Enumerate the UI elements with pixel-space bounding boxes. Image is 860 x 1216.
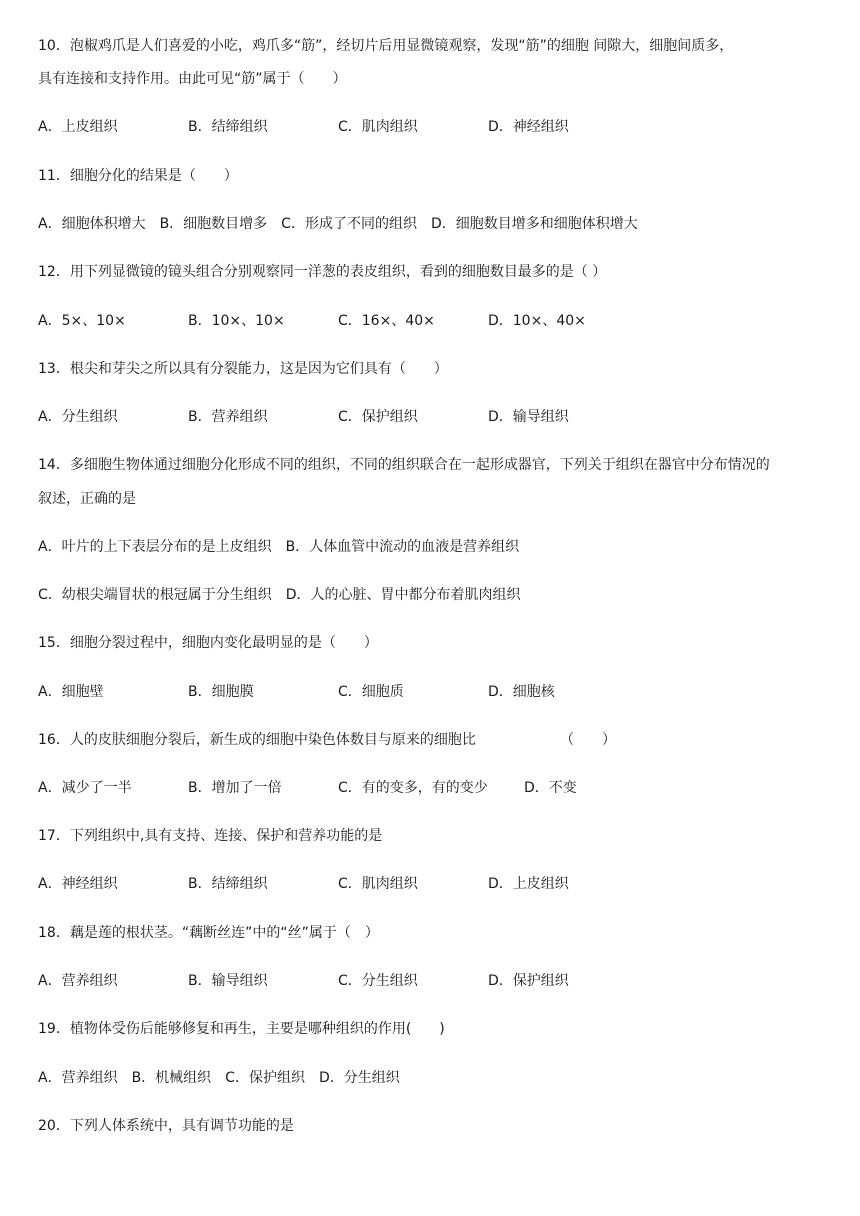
question-13-stem: 13．根尖和芽尖之所以具有分裂能力，这是因为它们具有（ ） <box>38 361 448 377</box>
question-12-options <box>38 311 836 331</box>
question-17-options <box>38 874 836 894</box>
option-b[interactable]: B．输导组织 <box>188 973 268 989</box>
option-c[interactable]: C．16×、40× <box>338 313 435 329</box>
option-c[interactable]: C．保护组织 <box>338 409 418 425</box>
option-c[interactable]: C．分生组织 <box>338 973 418 989</box>
option-a[interactable]: A．营养组织 <box>38 973 118 989</box>
question-11-stem: 11．细胞分化的结果是（ ） <box>38 168 238 184</box>
option-b[interactable]: B．结缔组织 <box>188 876 268 892</box>
question-11-options[interactable]: A．细胞体积增大 B．细胞数目增多 C．形成了不同的组织 D．细胞数目增多和细胞体积增大 <box>38 216 638 232</box>
option-a[interactable]: A．上皮组织 <box>38 119 118 135</box>
option-c[interactable]: C．肌肉组织 <box>338 876 418 892</box>
question-19-options[interactable]: A．营养组织 B．机械组织 C．保护组织 D．分生组织 <box>38 1070 400 1086</box>
option-b[interactable]: B．增加了一倍 <box>188 780 282 796</box>
question-16-stem: 16．人的皮肤细胞分裂后，新生成的细胞中染色体数目与原来的细胞比 <box>38 732 476 748</box>
option-a[interactable]: A．神经组织 <box>38 876 118 892</box>
option-d[interactable]: D．保护组织 <box>488 973 569 989</box>
option-c[interactable]: C．肌肉组织 <box>338 119 418 135</box>
option-c[interactable]: C．有的变多，有的变少 <box>338 780 488 796</box>
option-d[interactable]: D．10×、40× <box>488 313 586 329</box>
question-16-stem-row <box>38 730 836 750</box>
option-a[interactable]: A．分生组织 <box>38 409 118 425</box>
question-14-stem-line2: 叙述，正确的是 <box>38 491 136 507</box>
option-d[interactable]: D．上皮组织 <box>488 876 569 892</box>
option-d[interactable]: D．输导组织 <box>488 409 569 425</box>
option-d[interactable]: D．细胞核 <box>488 684 555 700</box>
answer-blank: （ ） <box>560 732 616 748</box>
option-a[interactable]: A．减少了一半 <box>38 780 132 796</box>
question-14-stem-line1: 14．多细胞生物体通过细胞分化形成不同的组织，不同的组织联合在一起形成器官，下列关于组织在器官中分布情况的 <box>38 457 770 473</box>
option-a[interactable]: A．细胞壁 <box>38 684 104 700</box>
question-14-options-line2[interactable]: C．幼根尖端冒状的根冠属于分生组织 D．人的心脏、胃中都分布着肌肉组织 <box>38 587 521 603</box>
option-b[interactable]: B．结缔组织 <box>188 119 268 135</box>
option-b[interactable]: B．10×、10× <box>188 313 285 329</box>
question-10-stem-line2: 具有连接和支持作用。由此可见“筋”属于（ ） <box>38 71 347 87</box>
option-d[interactable]: D．神经组织 <box>488 119 569 135</box>
question-17-stem: 17．下列组织中,具有支持、连接、保护和营养功能的是 <box>38 828 383 844</box>
question-18-options <box>38 971 836 991</box>
question-10-options <box>38 117 836 137</box>
question-14-options-line1[interactable]: A．叶片的上下表层分布的是上皮组织 B．人体血管中流动的血液是营养组织 <box>38 539 520 555</box>
question-19-stem: 19．植物体受伤后能够修复和再生，主要是哪种组织的作用( ) <box>38 1021 445 1037</box>
option-b[interactable]: B．细胞膜 <box>188 684 254 700</box>
question-12-stem: 12．用下列显微镜的镜头组合分别观察同一洋葱的表皮组织，看到的细胞数目最多的是（ ） <box>38 264 607 280</box>
question-15-options <box>38 682 836 702</box>
question-15-stem: 15．细胞分裂过程中，细胞内变化最明显的是（ ） <box>38 635 378 651</box>
option-a[interactable]: A．5×、10× <box>38 313 126 329</box>
option-d[interactable]: D．不变 <box>524 780 577 796</box>
question-13-options <box>38 407 836 427</box>
question-20-stem: 20．下列人体系统中，具有调节功能的是 <box>38 1118 294 1134</box>
question-16-options <box>38 778 836 798</box>
option-b[interactable]: B．营养组织 <box>188 409 268 425</box>
question-18-stem: 18．藕是莲的根状茎。“藕断丝连”中的“丝”属于（ ） <box>38 925 379 941</box>
question-10-stem-line1: 10．泡椒鸡爪是人们喜爱的小吃，鸡爪多“筋”，经切片后用显微镜观察，发现“筋”的细胞 间隙大，细胞间质多， <box>38 38 734 54</box>
option-c[interactable]: C．细胞质 <box>338 684 404 700</box>
